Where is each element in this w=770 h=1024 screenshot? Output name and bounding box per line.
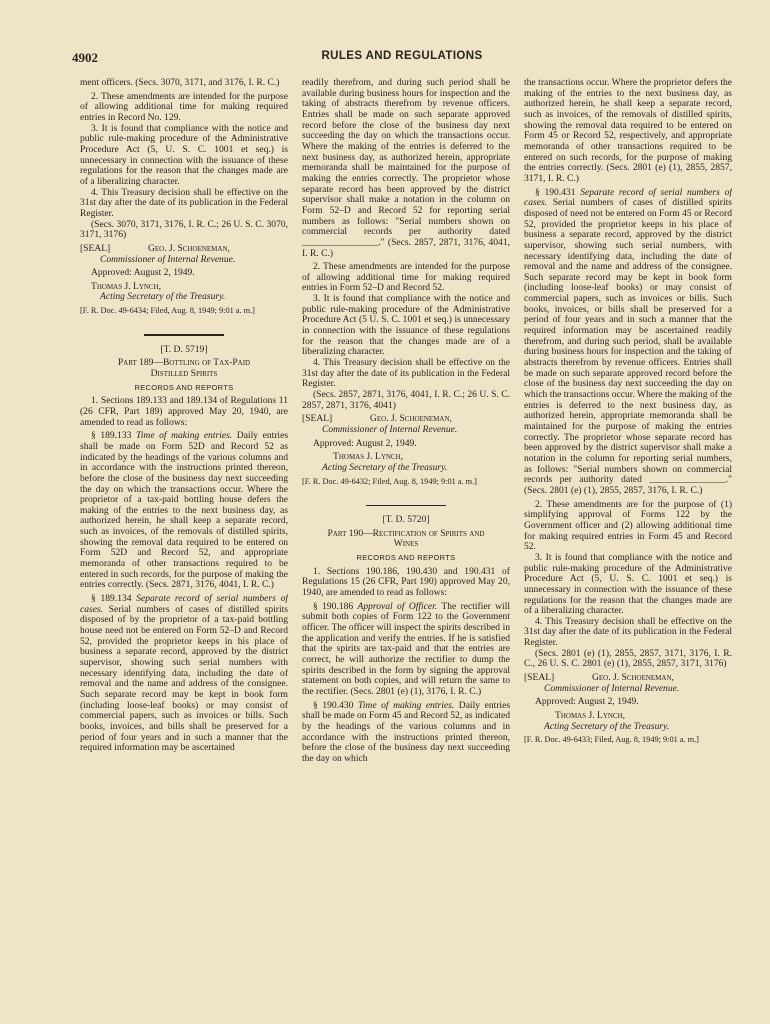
- text-columns: [80, 78, 732, 1004]
- signer-title: Acting Secretary of the Treasury.: [322, 461, 448, 473]
- section-body: Serial numbers of cases of distilled spirits disposed of by the proprietor of a tax-paid bottling house need not be entered on Form 52–D and Record 52, provided the proprietor keeps in his place of business a separate record, approved by the district supervisor, showing such serial numbers with necessary identifying data, including the date of removal and the name and address of the consignee. Such separate record may be kept in book form (including loose-leaf books) or may consist of commercial papers, such as invoices or bills. Such books, invoices, and bills shall be preserved for a period of four years and in such a manner that the required information may be ascertained: [80, 603, 288, 754]
- citation: (Secs. 2857, 2871, 3176, 4041, I. R. C.; 26 U. S. C. 2857, 2871, 3176, 4041): [302, 389, 510, 411]
- seal-label: [SEAL]: [524, 672, 555, 684]
- signer-title: Acting Secretary of the Treasury.: [100, 291, 226, 303]
- td-number: [T. D. 5720]: [382, 514, 430, 526]
- part-title: Part 189—Bottling of Tax-Paid Distilled Spirits: [117, 357, 251, 379]
- paragraph: 1. Sections 189.133 and 189.134 of Regulations 11 (26 CFR, Part 189) approved May 20, 1940, are amended to read as follows:: [80, 395, 288, 428]
- section-paragraph: [302, 701, 510, 765]
- paragraph: the transactions occur. Where the proprietor defers the making of the entries to the next business day, as authorized herein, he shall keep a separate record, such as invoices, of the removals of distilled spirits, showing the removal data required to be entered on Form 45 or Record 52, respectively, and appropriate memoranda of other transactions required to be entered on such records, for the purpose of making the entries correctly. (Secs. 2801 (e) (1), 2855, 2857, 3171, I. R. C.): [524, 78, 732, 184]
- citation: (Secs. 2801 (e) (1), 2855, 2857, 3171, 3176, I. R. C., 26 U. S. C. 2801 (e) (1), 2855, 2857, 3171, 3176): [524, 647, 732, 670]
- paragraph: 1. Sections 190.186, 190.430 and 190.431 of Regulations 15 (26 CFR, Part 190) approved May 20, 1940, are amended to read as follows:: [302, 565, 510, 599]
- approval-date: Approved: August 2, 1949.: [313, 437, 417, 449]
- signer-name: Geo. J. Schoeneman,: [592, 672, 674, 684]
- td-number: [T. D. 5719]: [160, 343, 208, 355]
- paragraph: 2. These amendments are for the purpose of (1) simplifying approval of Forms 122 by the Government officer and (2) allowing additional time for making required entries in Form 45 and Record 52.: [524, 498, 732, 553]
- section-paragraph: [80, 594, 288, 754]
- paragraph: readily therefrom, and during such period shall be available during business hours for inspection and the taking of abstracts therefrom by revenue officers. Entries shall be made on such separate approved record before the close of the business day next succeeding the day on which the transactions occur. Where the making of the entries is deferred to the next business day, as authorized herein, appropriate memoranda shall be maintained for the purpose of making the entries correctly. The proprietor whose separate record has been approved by the district supervisor shall make a notation in the column on Form 52–D and Record 52 for reporting serial numbers as follows: "Serial numbers shown on commercial records per authority dated ________________." (Secs. 2857, 2871, 3176, 4041, I. R. C.): [302, 78, 510, 259]
- part-title: Part 190—Rectification of Spirits and Wines: [327, 527, 485, 550]
- section-paragraph: [80, 431, 288, 591]
- fr-doc-note: [F. R. Doc. 49-6433; Filed, Aug. 8, 1949; 9:01 a. m.]: [524, 735, 699, 745]
- paragraph: 4. This Treasury decision shall be effective on the 31st day after the date of its publication in the Federal Register.: [302, 357, 510, 390]
- section-number: § 190.431: [535, 186, 576, 198]
- paragraph: 3. It is found that compliance with the notice and public rule-making procedure of the Administrative Procedure Act (5, U. S. C. 1001 et seq.) is unnecessary in connection with the issuance of these regulations for the reason that the changes made are of a liberalizing character.: [80, 122, 288, 187]
- seal-label: [SEAL]: [80, 242, 111, 254]
- paragraph: 3. It is found that compliance with the notice and public rule-making procedure of the Administrative Procedure Act (5, U. S. C. 1001 et seq.) is unnecessary in connection with the issuance of these regulations for the reason that the changes made are of a liberalizing character.: [524, 551, 732, 617]
- section-body: Daily entries shall be made on Form 45 and Record 52, as indicated by the headings of the various columns and in accordance with the instructions printed thereon, before the close of the business day next succeeding the day on which: [302, 699, 510, 764]
- section-number: § 190.430: [313, 699, 354, 711]
- paragraph: 4. This Treasury decision shall be effective on the 31st day after the date of its publication in the Federal Register.: [80, 186, 288, 219]
- paragraph: 4. This Treasury decision shall be effective on the 31st day after the date of its publication in the Federal Register.: [524, 615, 732, 649]
- signature-line: [80, 244, 288, 255]
- approval-date: Approved: August 2, 1949.: [91, 267, 195, 279]
- section-paragraph: [302, 602, 510, 698]
- running-title: RULES AND REGULATIONS: [321, 50, 483, 62]
- section-body: Serial numbers of cases of distilled spirits disposed of need not be entered on Form 45 or Record 52, provided the proprietor keeps in his place of business a separate record, approved by the district supervisor, showing such serial numbers, with necessary identifying data, including the date of removal and the name and address of the consignee. Such separate record may be kept in book form (including loose-leaf books) or may consist of commercial papers, such as invoices or bills. Such books, invoices, or bills shall be preserved for a period of four years and in such a manner that the required information may be ascertained readily therefrom, and during such period, shall be available during business hours for inspection and the taking of abstracts therefrom by revenue officers. Entries shall be made on such separate approved record before the close of the business day next succeeding the day on which the transactions occur. Where the making of the entries is deferred to the next business day, as authorized herein, appropriate memoranda shall be maintained for the purpose of making the entries correctly. The proprietor whose separate record has been approved by the district supervisor shall make a notation in the column for reporting serial numbers, as follows: "Serial numbers shown on commercial records per authority dated ________________." (Secs. 2801 (e) (1), 2855, 2857, 3176, I. R. C.): [524, 197, 732, 496]
- section-number: § 189.134: [91, 593, 132, 605]
- column-3: [524, 78, 732, 1004]
- section-title: Time of making entries.: [135, 430, 233, 442]
- section-body: Daily entries shall be made on Form 52D and Record 52 as indicated by the headings of the various columns and in accordance with the instructions printed thereon, before the close of the business day next succeeding the day on which the transactions occur. Where the proprietor of a tax-paid bottling house defers the making of the entries to the next business day, as authorized herein, he shall keep a separate record, such as invoices, of the removals of distilled spirits, showing the removal data required to be entered on Form 52D and Record 52, and appropriate memoranda of other transactions required to be entered in such records, for the purpose of making the entries correctly. (Secs. 2871, 3176, 4041, I. R. C.): [80, 430, 288, 591]
- paragraph: 2. These amendments are intended for the purpose of allowing additional time for making required entries in Form 52–D and Record 52.: [302, 261, 510, 294]
- signer-title: Commissioner of Internal Revenue.: [544, 682, 680, 694]
- paragraph: 2. These amendments are intended for the purpose of allowing additional time for making required entries in Record No. 129.: [80, 90, 288, 123]
- signer-name: Thomas J. Lynch,: [333, 451, 404, 463]
- signer-name: Thomas J. Lynch,: [555, 710, 626, 722]
- page-header: [72, 50, 732, 70]
- column-1: [80, 78, 288, 1004]
- signer-title: Commissioner of Internal Revenue.: [100, 253, 236, 265]
- section-title: Separate record of serial numbers of cases.: [80, 593, 288, 615]
- signer-name: Geo. J. Schoeneman,: [370, 413, 452, 425]
- citation: (Secs. 3070, 3171, 3176, I. R. C.; 26 U. S. C. 3070, 3171, 3176): [80, 218, 288, 241]
- section-number: § 189.133: [91, 430, 132, 442]
- section-divider: [144, 334, 224, 336]
- paragraph: ment officers. (Secs. 3070, 3171, and 3176, I. R. C.): [80, 78, 280, 88]
- subheading: RECORDS AND REPORTS: [134, 382, 234, 392]
- paragraph: 3. It is found that compliance with the notice and public rule-making procedure of the Administrative Procedure Act (5 U. S. C. 1001 et seq.) is unnecessary in connection with the issuance of these regulations for the reason that the changes made are of a liberalizing character.: [302, 293, 510, 358]
- subheading: RECORDS AND REPORTS: [356, 553, 456, 563]
- section-title: Approval of Officer.: [357, 600, 438, 612]
- section-paragraph: [524, 188, 732, 497]
- section-title: Time of making entries.: [357, 699, 455, 711]
- section-number: § 190.186: [313, 600, 354, 612]
- section-title: Separate record of serial numbers of cases.: [524, 186, 732, 209]
- signer-name: Thomas J. Lynch,: [91, 280, 162, 292]
- approval-date: Approved: August 2, 1949.: [535, 696, 639, 708]
- fr-doc-note: [F. R. Doc. 49-6432; Filed, Aug. 8, 1949; 9:01 a. m.]: [302, 476, 477, 486]
- column-2: [302, 78, 510, 1004]
- signer-title: Acting Secretary of the Treasury.: [544, 720, 670, 732]
- fr-doc-note: [F. R. Doc. 49-6434; Filed, Aug. 8, 1949; 9:01 a. m.]: [80, 306, 255, 316]
- seal-label: [SEAL]: [302, 413, 333, 425]
- page-number: 4902: [72, 50, 98, 65]
- section-divider: [366, 505, 446, 507]
- signer-name: Geo. J. Schoeneman,: [148, 242, 230, 254]
- signer-title: Commissioner of Internal Revenue.: [322, 424, 458, 435]
- section-body: The rectifier will submit both copies of Form 122 to the Government officer. The officer will inspect the spirits described in the application and verify the entries. If he is satisfied that the spirits are tax-paid and that the entries are correct, he will authorize the rectifier to dump the spirits described in the form by signing the approval statement on both copies, and will return the same to the rectifier. (Secs. 2801 (e) (1), 3176, I. R. C.): [302, 600, 510, 697]
